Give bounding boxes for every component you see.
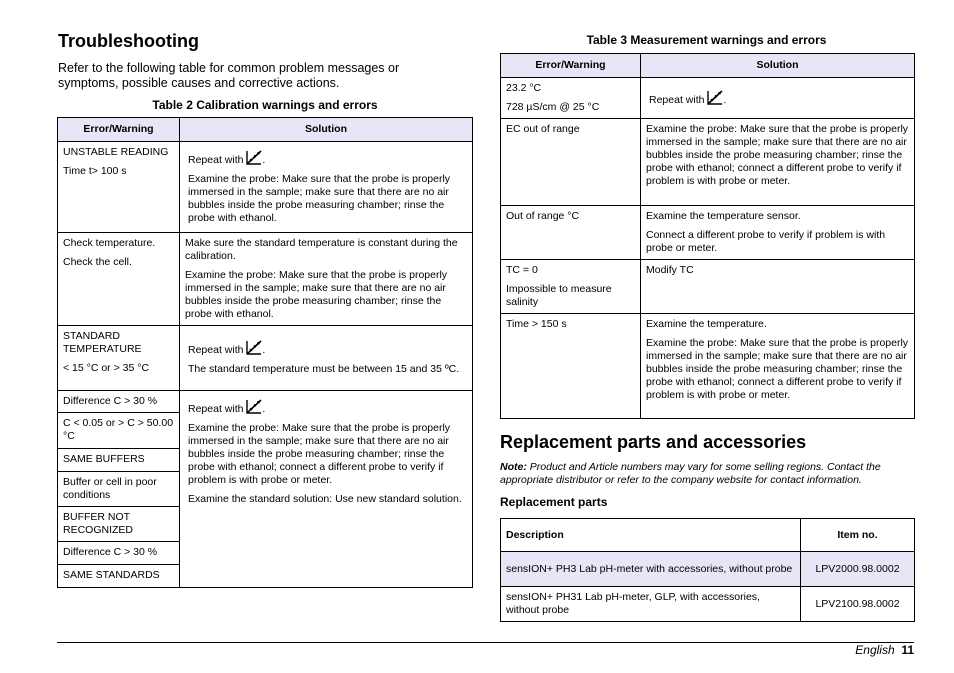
intro-text: Refer to the following table for common problem messages or symptoms, possible causes and corrective actions. [58,61,400,90]
part-description: sensION+ PH3 Lab pH-meter with accessories, without probe [501,552,801,587]
column-header-solution: Solution [641,54,915,78]
solution-cell: Examine the temperature. Examine the probe: Make sure that the probe is properly immersed in the sample; make sure that there are no air bubbles inside the probe measuring chamber; rinse the probe with ethanol; connect a different probe to verify if problem is with probe or meter. [641,314,915,419]
error-cell: BUFFER NOT RECOGNIZED [58,507,180,542]
parts-table [500,518,915,622]
error-cell: STANDARD TEMPERATURE < 15 °C or > 35 °C [58,326,180,391]
calibration-icon [246,399,262,414]
footer: English 11 [855,643,914,657]
solution-cell: Repeat with . The standard temperature must be between 15 and 35 ºC. [180,326,473,391]
calibration-icon [707,90,723,105]
page-title: Troubleshooting [58,31,199,51]
table-2-caption: Table 2 Calibration warnings and errors [152,98,378,112]
table-row [501,587,915,622]
calibration-icon [246,340,262,355]
solution-cell: Modify TC [641,260,915,314]
measurement-table [500,53,915,419]
solution-cell: Repeat with . [641,78,915,119]
column-header-error: Error/Warning [58,118,180,142]
solution-cell: Examine the probe: Make sure that the probe is properly immersed in the sample; make sure that there are no air bubbles inside the probe measuring chamber; rinse the probe with ethanol; connect a different probe to verify if problem is with probe or meter. [641,119,915,206]
solution-cell: Repeat with . Examine the probe: Make sure that the probe is properly immersed in the sample; make sure that there are no air bubbles inside the probe measuring chamber; rinse the probe with ethanol; connect a different probe to verify if problem is with probe or meter. Examine the standard solution: Use new standard solution. [180,391,473,588]
calibration-table [57,117,473,588]
error-cell: Out of range °C [501,206,641,260]
subheading: Replacement parts [500,495,608,509]
calibration-icon [246,150,262,165]
error-cell: Buffer or cell in poor conditions [58,472,180,507]
column-header-solution: Solution [180,118,473,142]
column-header-error: Error/Warning [501,54,641,78]
error-cell: Check temperature. Check the cell. [58,233,180,326]
solution-cell: Examine the temperature sensor. Connect a different probe to verify if problem is with probe or meter. [641,206,915,260]
error-cell: SAME BUFFERS [58,449,180,472]
error-cell: C < 0.05 or > C > 50.00 °C [58,413,180,449]
solution-cell: Repeat with . Examine the probe: Make sure that the probe is properly immersed in the sample; make sure that there are no air bubbles inside the probe measuring chamber; rinse the probe with ethanol. [180,142,473,233]
error-cell: UNSTABLE READING Time t> 100 s [58,142,180,233]
part-item-number: LPV2100.98.0002 [801,587,915,622]
error-cell: SAME STANDARDS [58,565,180,588]
error-cell: Time > 150 s [501,314,641,419]
table-3-caption: Table 3 Measurement warnings and errors [586,33,827,47]
error-cell: EC out of range [501,119,641,206]
table-row [501,552,915,587]
note: Note: Product and Article numbers may vary for some selling regions. Contact the appropriate distributor or refer to the company website for contact information. [500,461,881,486]
error-cell: Difference C > 30 % [58,542,180,565]
solution-cell: Make sure the standard temperature is constant during the calibration. Examine the probe: Make sure that the probe is properly immersed in the sample; make sure that there are no air bubbles inside the probe measuring chamber; rinse the probe with ethanol. [180,233,473,326]
page-number: 11 [901,643,914,657]
error-cell: Difference C > 30 % [58,391,180,413]
error-cell: 23.2 °C 728 µS/cm @ 25 °C [501,78,641,119]
column-header-description: Description [501,519,801,552]
parts-heading: Replacement parts and accessories [500,432,807,452]
error-cell: TC = 0 Impossible to measure salinity [501,260,641,314]
part-description: sensION+ PH31 Lab pH-meter, GLP, with accessories, without probe [501,587,801,622]
part-item-number: LPV2000.98.0002 [801,552,915,587]
column-header-item: Item no. [801,519,915,552]
footer-divider [57,642,914,643]
